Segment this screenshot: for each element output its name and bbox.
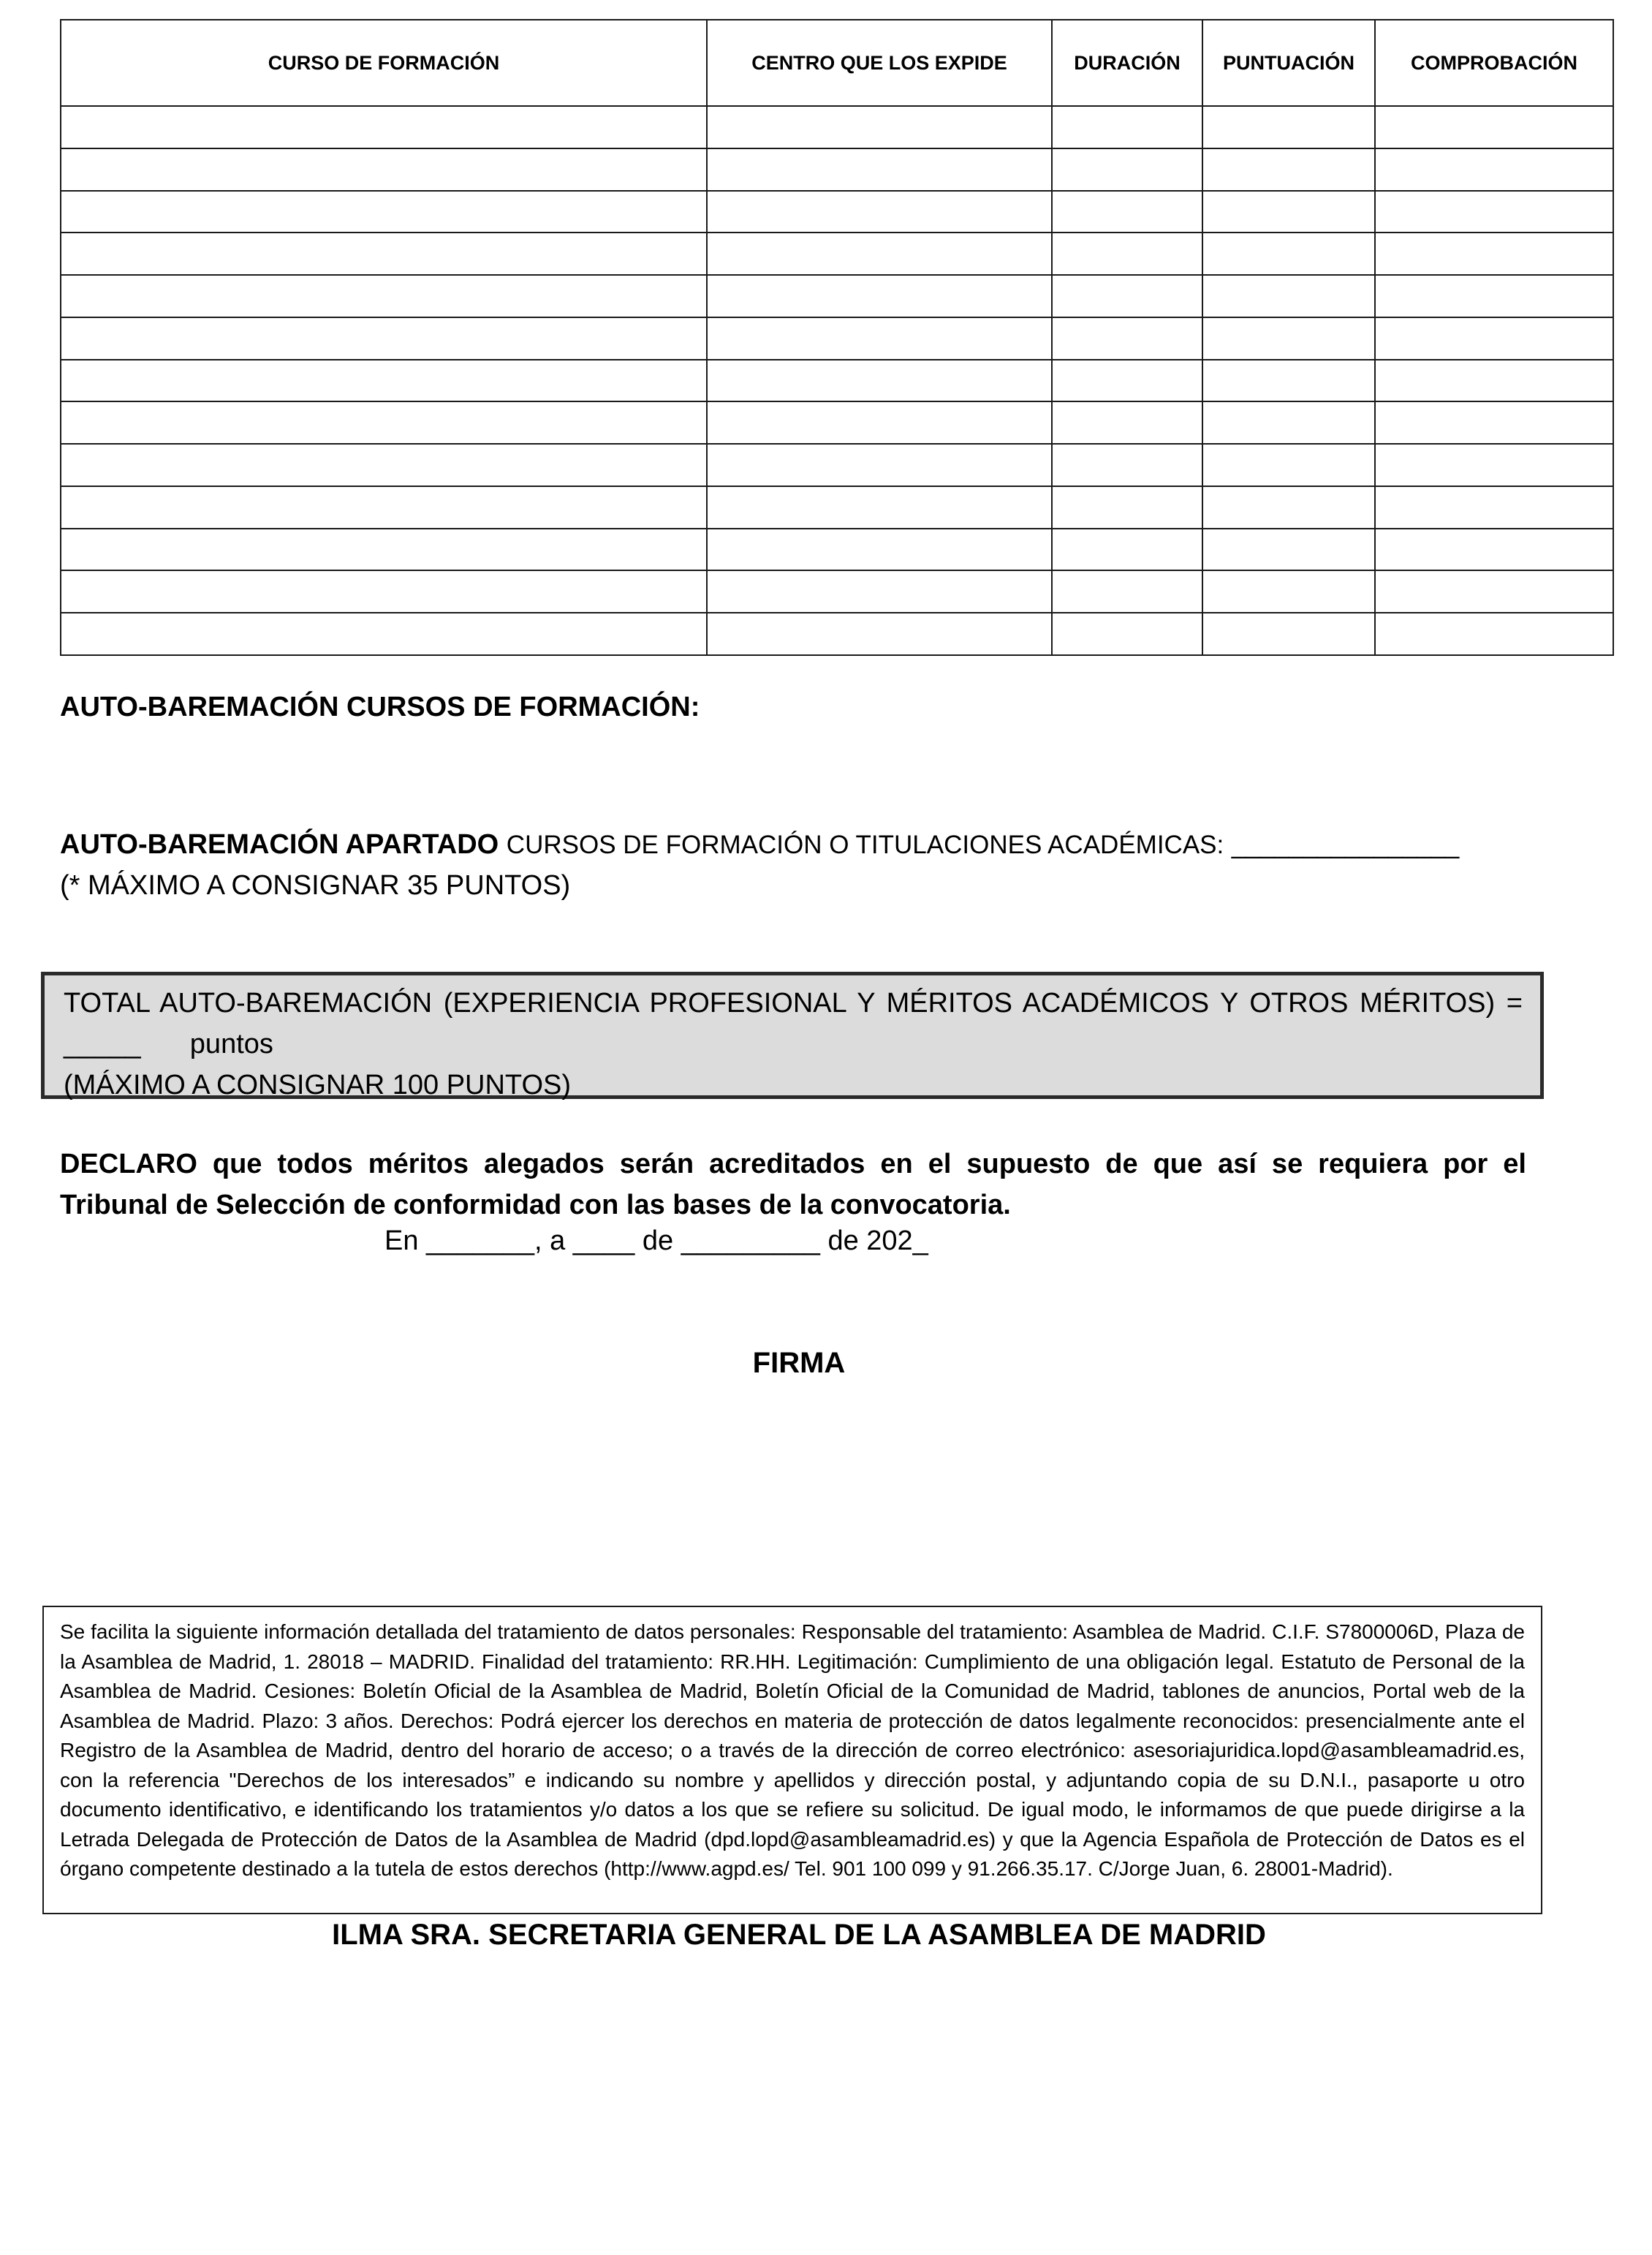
cell-comprobacion[interactable] <box>1375 613 1613 655</box>
cell-centro[interactable] <box>707 570 1052 613</box>
cell-curso[interactable] <box>61 275 707 317</box>
cell-curso[interactable] <box>61 444 707 486</box>
table-row <box>61 444 1613 486</box>
cell-comprobacion[interactable] <box>1375 401 1613 444</box>
cell-puntuacion[interactable] <box>1202 401 1375 444</box>
cell-centro[interactable] <box>707 275 1052 317</box>
table-row <box>61 613 1613 655</box>
cell-centro[interactable] <box>707 529 1052 571</box>
cell-duracion[interactable] <box>1052 401 1202 444</box>
declaration <box>60 1144 1526 1225</box>
cell-duracion[interactable] <box>1052 444 1202 486</box>
cell-duracion[interactable] <box>1052 613 1202 655</box>
cell-comprobacion[interactable] <box>1375 233 1613 275</box>
table-row <box>61 529 1613 571</box>
cell-centro[interactable] <box>707 317 1052 360</box>
declaration-line2: Tribunal de Selección de conformidad con las bases de la convocatoria. <box>60 1190 1011 1220</box>
cell-centro[interactable] <box>707 233 1052 275</box>
cell-centro[interactable] <box>707 148 1052 191</box>
table-row <box>61 191 1613 233</box>
cell-duracion[interactable] <box>1052 233 1202 275</box>
cell-comprobacion[interactable] <box>1375 317 1613 360</box>
courses-table <box>60 19 1614 656</box>
apartado-max: (* MÁXIMO A CONSIGNAR 35 PUNTOS) <box>60 870 571 901</box>
cell-curso[interactable] <box>61 613 707 655</box>
signature-label: FIRMA <box>752 1347 846 1379</box>
total-box <box>41 972 1544 1099</box>
cell-curso[interactable] <box>61 529 707 571</box>
apartado-normal: CURSOS DE FORMACIÓN O TITULACIONES ACADÉMICAS: <box>506 831 1224 859</box>
cell-duracion[interactable] <box>1052 148 1202 191</box>
table-row <box>61 148 1613 191</box>
table-row <box>61 317 1613 360</box>
cell-curso[interactable] <box>61 570 707 613</box>
apartado-bold: AUTO-BAREMACIÓN APARTADO <box>60 829 499 860</box>
cell-comprobacion[interactable] <box>1375 444 1613 486</box>
place-date-line[interactable]: En _______, a ____ de _________ de 202_ <box>384 1225 928 1256</box>
table-row <box>61 570 1613 613</box>
cell-duracion[interactable] <box>1052 191 1202 233</box>
cell-comprobacion[interactable] <box>1375 275 1613 317</box>
cell-duracion[interactable] <box>1052 529 1202 571</box>
apartado-blank[interactable]: ________________ <box>1231 831 1460 859</box>
table-body <box>61 106 1613 655</box>
cell-curso[interactable] <box>61 233 707 275</box>
header-comprobacion: COMPROBACIÓN <box>1375 20 1613 106</box>
cell-centro[interactable] <box>707 486 1052 529</box>
cell-comprobacion[interactable] <box>1375 570 1613 613</box>
total-line1: TOTAL AUTO-BAREMACIÓN (EXPERIENCIA PROFESIONAL Y MÉRITOS ACADÉMICOS Y OTROS MÉRITOS) = <box>64 988 1523 1019</box>
addressee: ILMA SRA. SECRETARIA GENERAL DE LA ASAMBLEA DE MADRID <box>332 1919 1266 1951</box>
cell-comprobacion[interactable] <box>1375 360 1613 402</box>
cell-centro[interactable] <box>707 444 1052 486</box>
table-row <box>61 486 1613 529</box>
cell-curso[interactable] <box>61 106 707 148</box>
total-line2 <box>64 1024 1523 1065</box>
cell-curso[interactable] <box>61 360 707 402</box>
cell-puntuacion[interactable] <box>1202 486 1375 529</box>
total-line3: (MÁXIMO A CONSIGNAR 100 PUNTOS) <box>64 1070 572 1100</box>
apartado-line <box>60 829 1459 861</box>
cell-curso[interactable] <box>61 401 707 444</box>
cell-puntuacion[interactable] <box>1202 233 1375 275</box>
cell-duracion[interactable] <box>1052 275 1202 317</box>
header-curso: CURSO DE FORMACIÓN <box>61 20 707 106</box>
cell-duracion[interactable] <box>1052 106 1202 148</box>
cell-curso[interactable] <box>61 148 707 191</box>
cell-duracion[interactable] <box>1052 317 1202 360</box>
cell-comprobacion[interactable] <box>1375 106 1613 148</box>
header-puntuacion: PUNTUACIÓN <box>1202 20 1375 106</box>
cell-puntuacion[interactable] <box>1202 106 1375 148</box>
cell-curso[interactable] <box>61 486 707 529</box>
header-duracion: DURACIÓN <box>1052 20 1202 106</box>
cell-puntuacion[interactable] <box>1202 613 1375 655</box>
auto-cursos-heading: AUTO-BAREMACIÓN CURSOS DE FORMACIÓN: <box>60 692 700 722</box>
table-row <box>61 360 1613 402</box>
cell-curso[interactable] <box>61 317 707 360</box>
table-row <box>61 275 1613 317</box>
cell-puntuacion[interactable] <box>1202 148 1375 191</box>
privacy-notice: Se facilita la siguiente información detallada del tratamiento de datos personales: Responsable del tratamiento: Asamblea de Madrid. C.I.F. S7800006D, Plaza de la Asamblea de Madrid, 1. 28018 – MADRID. Finalidad del tratamiento: RR.HH. Legitimación: Cumplimiento de una obligación legal. Estatuto de Personal de la Asamblea de Madrid. Cesiones: Boletín Oficial de la Asamblea de Madrid, Boletín Oficial de la Comunidad de Madrid, tablones de anuncios, Portal web de la Asamblea de Madrid. Plazo: 3 años. Derechos: Podrá ejercer los derechos en materia de protección de datos legalmente reconocidos: presencialmente ante el Registro de la Asamblea de Madrid, dentro del horario de acceso; o a través de la dirección de correo electrónico: asesoriajuridica.lopd@asambleamadrid.es, con la referencia "Derechos de los interesados” e indicando su nombre y apellidos y dirección postal, y adjuntando copia de su D.N.I., pasaporte u otro documento identificativo, e identificando los tratamientos y/o datos a los que se refiere su solicitud. De igual modo, le informamos de que puede dirigirse a la Letrada Delegada de Protección de Datos de la Asamblea de Madrid (dpd.lopd@asambleamadrid.es) y que la Agencia Española de Protección de Datos es el órgano competente destinado a la tutela de estos derechos (http://www.agpd.es/ Tel. 901 100 099 y 91.266.35.17. C/Jorge Juan, 6. 28001-Madrid). <box>42 1606 1542 1914</box>
cell-comprobacion[interactable] <box>1375 486 1613 529</box>
declaration-line1: DECLARO que todos méritos alegados serán acreditados en el supuesto de que así se requiera por el <box>60 1149 1526 1179</box>
total-puntos: puntos <box>189 1029 273 1059</box>
cell-puntuacion[interactable] <box>1202 317 1375 360</box>
cell-duracion[interactable] <box>1052 570 1202 613</box>
header-centro: CENTRO QUE LOS EXPIDE <box>707 20 1052 106</box>
cell-comprobacion[interactable] <box>1375 529 1613 571</box>
cell-puntuacion[interactable] <box>1202 360 1375 402</box>
cell-centro[interactable] <box>707 613 1052 655</box>
cell-comprobacion[interactable] <box>1375 148 1613 191</box>
cell-centro[interactable] <box>707 191 1052 233</box>
cell-centro[interactable] <box>707 106 1052 148</box>
cell-centro[interactable] <box>707 401 1052 444</box>
cell-duracion[interactable] <box>1052 486 1202 529</box>
cell-duracion[interactable] <box>1052 360 1202 402</box>
cell-puntuacion[interactable] <box>1202 191 1375 233</box>
cell-puntuacion[interactable] <box>1202 570 1375 613</box>
table-row <box>61 401 1613 444</box>
table-row <box>61 233 1613 275</box>
cell-comprobacion[interactable] <box>1375 191 1613 233</box>
cell-puntuacion[interactable] <box>1202 275 1375 317</box>
table-row <box>61 106 1613 148</box>
total-blank[interactable]: _____ <box>64 1029 141 1059</box>
table-header-row <box>61 20 1613 106</box>
cell-curso[interactable] <box>61 191 707 233</box>
cell-centro[interactable] <box>707 360 1052 402</box>
cell-puntuacion[interactable] <box>1202 529 1375 571</box>
cell-puntuacion[interactable] <box>1202 444 1375 486</box>
